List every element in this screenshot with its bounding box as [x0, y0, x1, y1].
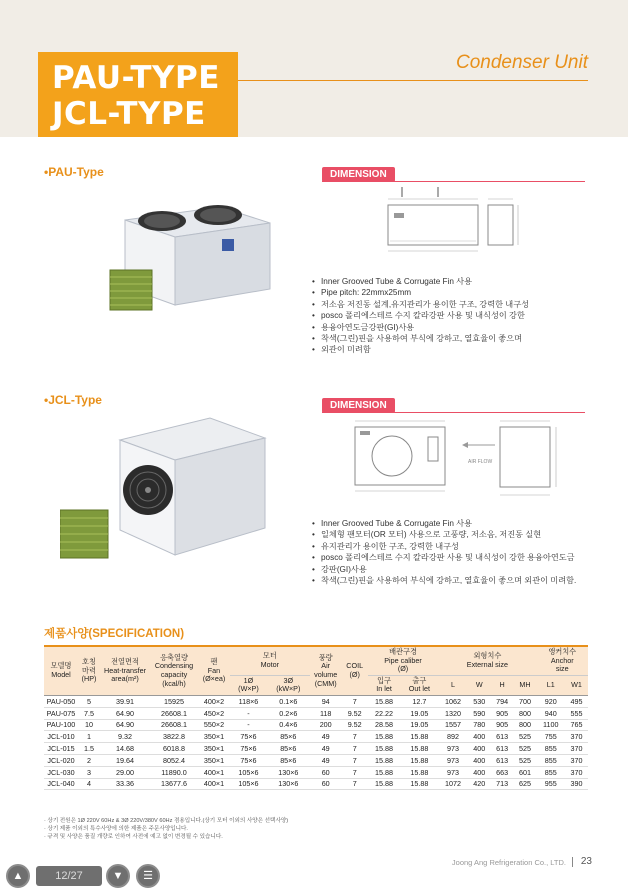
menu-icon: ☰ — [143, 870, 153, 882]
jcl-feature-item: • Inner Grooved Tube & Corrugate Fin 사용 — [312, 518, 602, 529]
jcl-section-label: •JCL-Type — [44, 393, 102, 407]
table-cell: 905 — [491, 719, 514, 731]
table-cell: 0.2×6 — [267, 707, 310, 719]
col-hp: 호칭 마력 (HP) — [78, 646, 100, 695]
table-cell: JCL-020 — [44, 754, 78, 766]
table-cell: 370 — [565, 754, 588, 766]
table-row — [44, 719, 588, 731]
table-cell: 15.88 — [368, 731, 401, 743]
table-cell: 350×1 — [198, 754, 230, 766]
header-rule — [238, 80, 588, 81]
jcl-feature-item: • 착색(그린)핀을 사용하여 부식에 강하고, 열효율이 좋으며 외관이 미려함. — [312, 575, 602, 586]
table-cell: 15.88 — [368, 695, 401, 707]
table-cell: 85×6 — [267, 754, 310, 766]
footer-separator — [572, 857, 573, 867]
table-cell: 1072 — [438, 778, 467, 790]
table-cell: 973 — [438, 766, 467, 778]
table-cell: 625 — [514, 778, 537, 790]
spec-table-body — [44, 695, 588, 789]
table-cell: 4 — [78, 778, 100, 790]
col-motor-3ph: 3Ø (kW×P) — [267, 675, 310, 695]
spec-notes — [44, 817, 288, 841]
table-cell: 1557 — [438, 719, 467, 731]
pau-feature-item: • Inner Grooved Tube & Corrugate Fin 사용 — [312, 276, 592, 287]
table-cell: 855 — [536, 754, 565, 766]
jcl-feature-item: • 강판(GI)사용 — [312, 564, 602, 575]
table-cell: 49 — [310, 754, 342, 766]
pau-dimension-drawing — [380, 185, 520, 260]
table-cell: 1320 — [438, 707, 467, 719]
air-flow-label: AIR FLOW — [468, 459, 493, 465]
table-cell: 7.5 — [78, 707, 100, 719]
col-L1: L1 — [536, 675, 565, 695]
table-cell: 15.88 — [368, 766, 401, 778]
table-cell: 12.7 — [400, 695, 438, 707]
table-cell: 450×2 — [198, 707, 230, 719]
pau-feature-item: • Pipe pitch: 22mmx25mm — [312, 287, 592, 298]
table-cell: 200 — [310, 719, 342, 731]
table-cell: 26608.1 — [150, 707, 198, 719]
pau-unit-image — [100, 185, 275, 315]
table-cell: 118×6 — [230, 695, 267, 707]
table-row — [44, 731, 588, 743]
table-cell: 7 — [342, 731, 368, 743]
pau-feature-item: • 저소음 저진동 설계,유지관리가 용이한 구조, 강력한 내구성 — [312, 299, 592, 310]
table-cell: 15925 — [150, 695, 198, 707]
table-cell: 400×2 — [198, 695, 230, 707]
table-cell: 370 — [565, 743, 588, 755]
table-cell: JCL-030 — [44, 766, 78, 778]
table-cell: 1.5 — [78, 743, 100, 755]
jcl-feature-item: • 일체형 팬모터(OR 모터) 사용으로 고풍량, 저소음, 저진동 실현 — [312, 529, 602, 540]
table-cell: 7 — [342, 766, 368, 778]
table-cell: 9.52 — [342, 719, 368, 731]
pau-feature-item: • posco 폴리에스테르 수지 칼라강판 사용 및 내식성이 강한 — [312, 310, 592, 321]
menu-button[interactable] — [136, 864, 160, 888]
table-cell: 15.88 — [400, 766, 438, 778]
table-cell: 1 — [78, 731, 100, 743]
table-cell: 800 — [514, 719, 537, 731]
pau-feature-item: • 용융아연도금강판(GI)사용 — [312, 322, 592, 333]
pau-section-label: •PAU-Type — [44, 165, 104, 179]
col-fan: 팬 Fan (Ø×ea) — [198, 646, 230, 695]
table-cell: 118 — [310, 707, 342, 719]
table-cell: 1062 — [438, 695, 467, 707]
table-cell: 14.68 — [100, 743, 150, 755]
table-cell: 11890.0 — [150, 766, 198, 778]
table-cell: 400×1 — [198, 766, 230, 778]
table-cell: 130×6 — [267, 778, 310, 790]
table-cell: 780 — [468, 719, 491, 731]
table-row — [44, 695, 588, 707]
table-cell: 713 — [491, 778, 514, 790]
table-cell: 0.1×6 — [267, 695, 310, 707]
table-cell: 613 — [491, 754, 514, 766]
table-cell: 370 — [565, 766, 588, 778]
pau-dimension-rule — [322, 181, 585, 182]
table-cell: 5 — [78, 695, 100, 707]
table-cell: 64.90 — [100, 719, 150, 731]
table-cell: PAU-075 — [44, 707, 78, 719]
col-W1: W1 — [565, 675, 588, 695]
col-pipe-caliber: 배관구경 Pipe caliber (Ø) — [368, 646, 439, 675]
table-cell: 400×1 — [198, 778, 230, 790]
table-cell: 7 — [342, 695, 368, 707]
table-cell: 400 — [468, 754, 491, 766]
table-cell: PAU-050 — [44, 695, 78, 707]
table-cell: 555 — [565, 707, 588, 719]
table-cell: 350×1 — [198, 743, 230, 755]
table-cell: 525 — [514, 743, 537, 755]
col-air-volume: 풍량 Air volume (CMM) — [310, 646, 342, 695]
table-cell: 613 — [491, 731, 514, 743]
spec-note: · 상기 제품 이외의 특수사양에 의한 제품은 주문사양입니다. — [44, 825, 288, 833]
table-cell: 973 — [438, 754, 467, 766]
next-page-button[interactable] — [106, 864, 130, 888]
footer-company: Joong Ang Refrigeration Co., LTD. — [451, 858, 566, 867]
table-cell: 29.00 — [100, 766, 150, 778]
table-cell: JCL-015 — [44, 743, 78, 755]
table-cell: 8052.4 — [150, 754, 198, 766]
col-MH: MH — [514, 675, 537, 695]
table-cell: 15.88 — [368, 743, 401, 755]
table-cell: 15.88 — [368, 778, 401, 790]
table-cell: 920 — [536, 695, 565, 707]
table-cell: 28.58 — [368, 719, 401, 731]
col-capacity: 응축열량 Condensing capacity (kcal/h) — [150, 646, 198, 695]
prev-page-button[interactable] — [6, 864, 30, 888]
table-cell: 855 — [536, 766, 565, 778]
table-cell: 15.88 — [400, 754, 438, 766]
spec-table — [44, 645, 588, 790]
col-L: L — [438, 675, 467, 695]
table-cell: 1100 — [536, 719, 565, 731]
table-cell: JCL-010 — [44, 731, 78, 743]
chevron-up-icon: ▲ — [12, 870, 24, 882]
table-cell: 2 — [78, 754, 100, 766]
table-cell: 7 — [342, 743, 368, 755]
col-external-size: 외형치수 External size — [438, 646, 536, 675]
table-cell: 3822.8 — [150, 731, 198, 743]
table-cell: 794 — [491, 695, 514, 707]
title-line-1: PAU-TYPE — [52, 60, 220, 96]
table-row — [44, 707, 588, 719]
table-cell: 613 — [491, 743, 514, 755]
table-cell: 525 — [514, 731, 537, 743]
jcl-unit-image — [60, 410, 280, 560]
col-model: 모델명 Model — [44, 646, 78, 695]
footer-page-number: 23 — [580, 856, 592, 867]
jcl-dimension-rule — [322, 412, 585, 413]
table-row — [44, 766, 588, 778]
table-cell: 855 — [536, 743, 565, 755]
table-row — [44, 754, 588, 766]
col-W: W — [468, 675, 491, 695]
table-cell: 400 — [468, 743, 491, 755]
table-cell: 19.05 — [400, 707, 438, 719]
table-cell: 700 — [514, 695, 537, 707]
table-cell: 550×2 — [198, 719, 230, 731]
table-cell: 755 — [536, 731, 565, 743]
table-cell: 105×6 — [230, 766, 267, 778]
table-cell: 15.88 — [368, 754, 401, 766]
col-H: H — [491, 675, 514, 695]
table-cell: 33.36 — [100, 778, 150, 790]
table-cell: 13677.6 — [150, 778, 198, 790]
table-cell: 420 — [468, 778, 491, 790]
table-cell: 64.90 — [100, 707, 150, 719]
table-cell: JCL-040 — [44, 778, 78, 790]
table-cell: - — [230, 719, 267, 731]
table-cell: 22.22 — [368, 707, 401, 719]
table-cell: 75×6 — [230, 743, 267, 755]
table-cell: 60 — [310, 766, 342, 778]
col-area: 전열면적 Heat-transfer area(m²) — [100, 646, 150, 695]
table-cell: 663 — [491, 766, 514, 778]
col-pipe-inlet: 입구 In let — [368, 675, 401, 695]
table-cell: 765 — [565, 719, 588, 731]
table-cell: 590 — [468, 707, 491, 719]
col-coil: COIL (Ø) — [342, 646, 368, 695]
table-cell: 6018.8 — [150, 743, 198, 755]
spec-title: 제품사양(SPECIFICATION) — [44, 628, 185, 640]
table-cell: 85×6 — [267, 731, 310, 743]
col-motor-1ph: 1Ø (W×P) — [230, 675, 267, 695]
table-cell: 955 — [536, 778, 565, 790]
jcl-dimension-badge: DIMENSION — [322, 398, 395, 413]
table-cell: 39.91 — [100, 695, 150, 707]
chevron-down-icon: ▼ — [112, 870, 124, 882]
table-row — [44, 743, 588, 755]
table-cell: 3 — [78, 766, 100, 778]
col-motor: 모터 Motor — [230, 646, 310, 675]
table-cell: 9.52 — [342, 707, 368, 719]
table-cell: 400 — [468, 731, 491, 743]
table-cell: 601 — [514, 766, 537, 778]
table-cell: 49 — [310, 743, 342, 755]
table-cell: 973 — [438, 743, 467, 755]
title-line-2: JCL-TYPE — [52, 96, 206, 132]
col-pipe-outlet: 출구 Out let — [400, 675, 438, 695]
table-cell: 800 — [514, 707, 537, 719]
table-cell: 400 — [468, 766, 491, 778]
pau-dimension-badge: DIMENSION — [322, 167, 395, 182]
table-cell: 15.88 — [400, 731, 438, 743]
table-cell: 892 — [438, 731, 467, 743]
col-anchor-size: 앵커치수 Anchor size — [536, 646, 588, 675]
table-cell: - — [230, 707, 267, 719]
jcl-feature-item: • 유지관리가 용이한 구조, 강력한 내구성 — [312, 541, 602, 552]
table-cell: 130×6 — [267, 766, 310, 778]
table-cell: 75×6 — [230, 731, 267, 743]
table-cell: 370 — [565, 731, 588, 743]
pau-feature-item: • 외관이 미려함 — [312, 344, 592, 355]
table-cell: 19.64 — [100, 754, 150, 766]
pau-feature-item: • 착색(그린)핀을 사용하여 부식에 강하고, 열효율이 좋으며 — [312, 333, 592, 344]
table-cell: 26608.1 — [150, 719, 198, 731]
table-cell: 530 — [468, 695, 491, 707]
pau-features-list — [312, 276, 592, 356]
table-cell: 85×6 — [267, 743, 310, 755]
spec-note: · 상기 전원은 1Ø 220V 60Hz & 3Ø 220V/380V 60Hz 겸용입니다.(상기 모터 이외의 사양은 선택사양) — [44, 817, 288, 825]
table-cell: 9.32 — [100, 731, 150, 743]
header-subtitle: Condenser Unit — [455, 52, 588, 73]
table-cell: 94 — [310, 695, 342, 707]
table-cell: 10 — [78, 719, 100, 731]
table-cell: 19.05 — [400, 719, 438, 731]
table-cell: 75×6 — [230, 754, 267, 766]
page-indicator[interactable]: 12/27 — [36, 866, 102, 886]
table-cell: 15.88 — [400, 778, 438, 790]
title-box — [38, 52, 238, 137]
table-cell: 60 — [310, 778, 342, 790]
table-cell: 7 — [342, 754, 368, 766]
table-cell: 15.88 — [400, 743, 438, 755]
jcl-features-list — [312, 518, 602, 586]
table-cell: 495 — [565, 695, 588, 707]
table-cell: 525 — [514, 754, 537, 766]
table-cell: 390 — [565, 778, 588, 790]
jcl-feature-item: • posco 폴리에스테르 수지 칼라강판 사용 및 내식성이 강한 용융아연도금 — [312, 552, 602, 563]
table-cell: 105×6 — [230, 778, 267, 790]
spec-note: · 규격 및 사양은 품질 개량로 인하여 사전에 예고 없이 변경될 수 있습니다. — [44, 833, 288, 841]
table-cell: 7 — [342, 778, 368, 790]
table-cell: 940 — [536, 707, 565, 719]
table-cell: 905 — [491, 707, 514, 719]
table-cell: 0.4×6 — [267, 719, 310, 731]
table-row — [44, 778, 588, 790]
jcl-dimension-drawing — [350, 415, 575, 505]
table-cell: 350×1 — [198, 731, 230, 743]
table-cell: 49 — [310, 731, 342, 743]
table-cell: PAU-100 — [44, 719, 78, 731]
